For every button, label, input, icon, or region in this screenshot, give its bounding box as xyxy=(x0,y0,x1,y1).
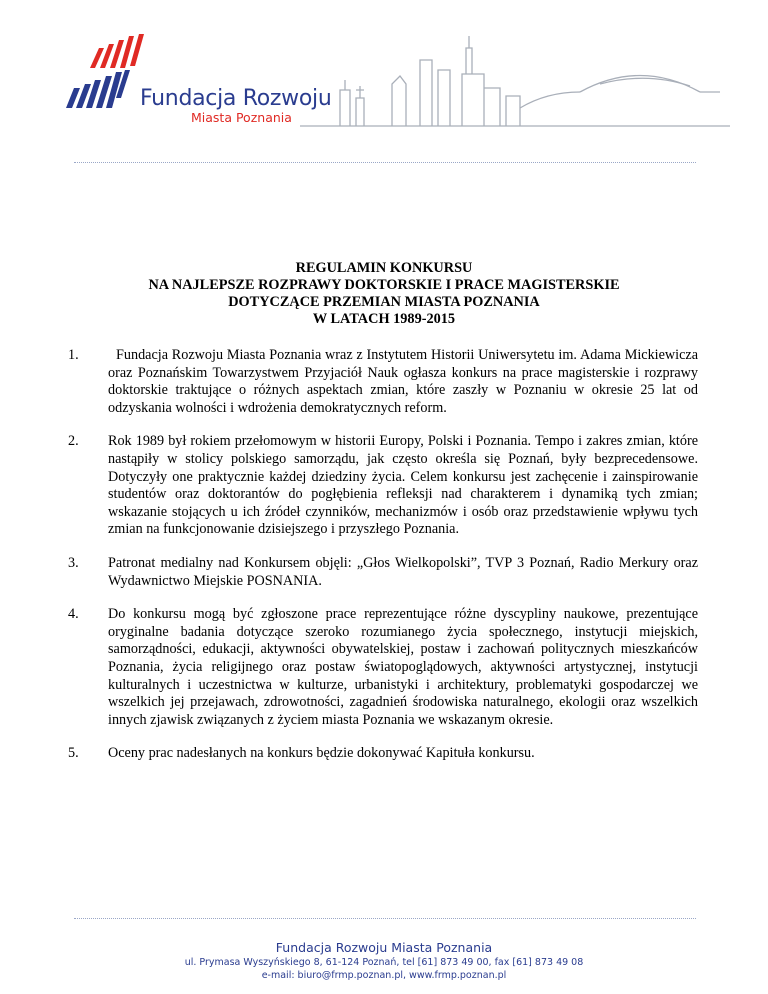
list-item xyxy=(68,606,698,729)
footer-org-name: Fundacja Rozwoju Miasta Poznania xyxy=(275,940,493,955)
list-item xyxy=(68,433,698,539)
poznan-skyline-logo-icon xyxy=(0,0,768,165)
footer xyxy=(0,940,768,982)
letterhead xyxy=(0,0,768,165)
title-line-4: W LATACH 1989-2015 xyxy=(312,311,456,327)
item-number: 4. xyxy=(68,606,79,623)
item-number: 3. xyxy=(68,554,79,571)
item-number: 5. xyxy=(68,745,79,762)
item-text: Fundacja Rozwoju Miasta Poznania wraz z Instytutem Historii Uniwersytetu im. Adama Mickiewicza oraz Poznańskim Towarzystwem Przyjaciół Nauk ogłasza konkurs na prace magisterskie i rozprawy doktorskie traktujące o różnych aspektach zmian, które zaszły w Poznaniu w okresie 25 lat od odzyskania wolności i wdrożenia demokratycznych reform. xyxy=(108,347,698,416)
list-item xyxy=(68,555,698,590)
footer-contact: e-mail: biuro@frmp.poznan.pl, www.frmp.poznan.pl xyxy=(261,970,507,981)
item-number: 2. xyxy=(68,433,79,450)
list-item xyxy=(68,745,698,763)
title-line-3: DOTYCZĄCE PRZEMIAN MIASTA POZNANIA xyxy=(228,294,540,310)
header-divider xyxy=(74,162,696,163)
list-item xyxy=(68,347,698,417)
footer-address: ul. Prymasa Wyszyńskiego 8, 61-124 Poznań, tel [61] 873 49 00, fax [61] 873 49 08 xyxy=(184,957,584,968)
item-text: Rok 1989 był rokiem przełomowym w historii Europy, Polski i Poznania. Tempo i zakres zmian, które nastąpiły w stolicy polskiego samorządu, jak często określa się Poznań, były bezprecedensowe. Dotyczyły one praktycznie każdej dziedziny życia. Celem konkursu jest zachęcenie i zainspirowanie studentów oraz doktorantów do pogłębienia refleksji nad charakterem i dynamiką tych zmian; wskazanie stojących u ich źródeł czynników, mechanizmów i osób oraz przedstawienie wpływu tych zmian na funkcjonowanie dzisiejszego i przyszłego Poznania. xyxy=(108,433,698,538)
logo-subtitle: Miasta Poznania xyxy=(191,110,292,125)
footer-divider xyxy=(74,918,696,919)
regulations-list xyxy=(68,347,698,779)
item-text: Do konkursu mogą być zgłoszone prace reprezentujące różne dyscypliny naukowe, prezentujące oryginalne badania dotyczące szeroko rozumianego życia społecznego, instytucji miejskich, samorządności, edukacji, aktywności obywatelskiej, postaw i zachowań politycznych mieszkańców Poznania, życia religijnego oraz postaw światopoglądowych, aktywności artystycznej, instytucji kulturalnych i uczestnictwa w kulturze, urbanistyki i architektury, problematyki gospodarczej we wszelkich jej przejawach, zdrowotności, zagadnień środowiska naturalnego, ekologii oraz wszelkich innych zjawisk związanych z życiem miasta Poznania we wskazanym okresie. xyxy=(108,606,698,728)
item-number: 1. xyxy=(68,347,79,363)
item-text: Patronat medialny nad Konkursem objęli: „Głos Wielkopolski”, TVP 3 Poznań, Radio Merkury oraz Wydawnictwo Miejskie POSNANIA. xyxy=(108,554,698,589)
title-line-2: NA NAJLEPSZE ROZPRAWY DOKTORSKIE I PRACE MAGISTERSKIE xyxy=(148,277,620,293)
logo-name: Fundacja Rozwoju xyxy=(140,86,332,111)
document-title xyxy=(0,260,768,328)
title-line-1: REGULAMIN KONKURSU xyxy=(295,260,473,276)
item-text: Oceny prac nadesłanych na konkurs będzie dokonywać Kapituła konkursu. xyxy=(108,745,535,762)
